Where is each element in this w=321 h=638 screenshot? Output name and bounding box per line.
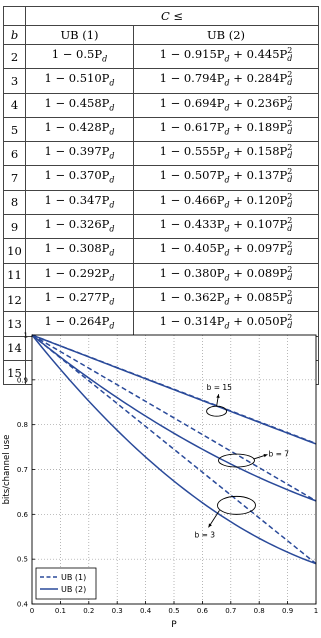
y-tick-label: 0.7 [16,466,28,474]
subscript-d: d [109,321,115,331]
subscript-d: d [224,272,230,282]
line-chart [0,325,321,634]
x-tick-label: 1 [313,607,319,615]
annotation-label: b = 7 [268,449,290,459]
cell-ub1 [26,215,134,239]
cell-ub2 [134,166,319,190]
cell-ub2-quadratic: + 0.050P [229,314,288,329]
table-row [4,239,319,263]
cell-ub1-expression: 1 − 0.428P [44,119,110,134]
y-axis-label: bits/channel use [2,434,12,505]
column-header-ub2: UB (2) [134,26,319,45]
cell-ub1 [26,93,134,117]
superscript-subscript-2-d: 2 d [287,288,293,306]
x-tick-label: 0.3 [111,607,123,615]
subscript-d: d [102,54,108,64]
cell-b: 11 [4,263,26,287]
cell-ub1 [26,166,134,190]
x-tick-label: 0 [29,607,35,615]
table-header-row-2 [4,26,319,45]
cell-ub2 [134,263,319,287]
cell-ub2 [134,190,319,214]
cell-b: 15 [4,360,26,384]
subscript-d: d [224,175,230,185]
subscript-d: d [224,54,230,64]
table-row [4,45,319,69]
cell-ub2-quadratic: + 0.107P [229,217,288,232]
y-tick-label: 0.4 [16,600,28,609]
cell-ub2 [134,239,319,263]
cell-ub1 [26,190,134,214]
subscript-d: d [224,248,230,258]
cell-ub2-linear: 1 − 0.694P [159,95,225,110]
table-row [4,287,319,311]
subscript-d: d [224,102,230,112]
cell-b: 3 [4,69,26,93]
cell-ub1-expression: 1 − 0.326P [44,217,110,232]
cell-ub2-linear: 1 − 0.314P [159,314,225,329]
cell-b: 12 [4,287,26,311]
cell-ub2-quadratic: + 0.158P [229,144,288,159]
superscript-subscript-2-d: 2 d [287,167,293,185]
cell-ub2-linear: 1 − 0.466P [159,192,225,207]
table-row [4,142,319,166]
cell-ub1 [26,69,134,93]
subscript-d: d [224,78,230,88]
superscript-subscript-2-d: 2 d [287,264,293,282]
cell-ub2 [134,93,319,117]
table-group-header: C ≤ [26,7,319,26]
subscript-d: d [224,127,230,137]
subscript-d: d [224,297,230,307]
subscript-d: d [224,321,230,331]
cell-b: 7 [4,166,26,190]
annotation-label: b = 15 [206,383,232,393]
subscript-d: d [109,297,115,307]
cell-ub2 [134,117,319,141]
cell-ub2-quadratic: + 0.189P [229,119,288,134]
subscript-d: d [224,151,230,161]
subscript-d: d [109,175,115,185]
cell-ub1 [26,287,134,311]
cell-ub2-linear: 1 − 0.555P [159,144,225,159]
cell-b: 4 [4,93,26,117]
cell-ub1-expression: 1 − 0.292P [44,265,110,280]
cell-ub2-quadratic: + 0.085P [229,289,288,304]
x-tick-label: 0.5 [168,607,180,615]
cell-ub2-quadratic: + 0.089P [229,265,288,280]
x-tick-label: 0.9 [282,607,294,615]
cell-ub2 [134,215,319,239]
cell-ub2-linear: 1 − 0.433P [159,217,225,232]
cell-ub2-linear: 1 − 0.617P [159,119,225,134]
table-row [4,69,319,93]
cell-b: 10 [4,239,26,263]
cell-ub1-expression: 1 − 0.370P [44,168,110,183]
cell-ub2 [134,142,319,166]
subscript-d: d [109,78,115,88]
superscript-subscript-2-d: 2 d [287,118,293,136]
superscript-subscript-2-d: 2 d [287,143,293,161]
cell-ub2-quadratic: + 0.120P [229,192,288,207]
table-row [4,93,319,117]
legend-label: UB (1) [61,573,87,582]
x-tick-label: 0.2 [83,607,95,615]
cell-ub2-quadratic: + 0.236P [229,95,288,110]
x-tick-label: 0.1 [54,607,66,615]
cell-ub2 [134,45,319,69]
table-row [4,263,319,287]
x-tick-label: 0.4 [140,607,152,615]
table-row [4,190,319,214]
subscript-d: d [109,248,115,258]
cell-ub2 [134,287,319,311]
x-tick-label: 0.7 [225,607,237,615]
y-tick-label: 1 [23,331,28,340]
superscript-subscript-2-d: 2 d [287,313,293,331]
subscript-d: d [109,151,115,161]
cell-ub2-quadratic: + 0.445P [229,47,288,61]
table-row [4,166,319,190]
superscript-subscript-2-d: 2 d [287,216,293,234]
cell-ub1 [26,45,134,69]
superscript-subscript-2-d: 2 d [287,70,293,88]
legend-label: UB (2) [61,585,87,594]
cell-b: 14 [4,336,26,360]
cell-b: 5 [4,117,26,141]
superscript-subscript-2-d: 2 d [287,191,293,209]
subscript-d: d [109,127,115,137]
cell-ub2 [134,69,319,93]
cell-b: 13 [4,312,26,336]
cell-ub1 [26,117,134,141]
y-tick-label: 0.9 [16,376,28,385]
cell-ub2-linear: 1 − 0.507P [159,168,225,183]
y-tick-label: 0.8 [16,421,28,430]
table-header-row-1 [4,7,319,26]
cell-ub2-quadratic: + 0.097P [229,241,288,256]
superscript-subscript-2-d: 2 d [287,94,293,112]
column-header-b: b [4,26,26,45]
y-tick-label: 0.6 [16,510,28,519]
annotation-label: b = 3 [194,530,216,540]
cell-ub2-linear: 1 − 0.362P [159,289,225,304]
subscript-d: d [109,200,115,210]
cell-ub1-expression: 1 − 0.347P [44,192,110,207]
cell-ub1-expression: 1 − 0.277P [44,289,110,304]
subscript-d: d [109,102,115,112]
column-header-ub1: UB (1) [26,26,134,45]
x-axis-label: P [171,620,177,630]
cell-ub2-linear: 1 − 0.405P [159,241,225,256]
table-corner-cell [4,7,26,26]
subscript-d: d [224,200,230,210]
cell-ub2-linear: 1 − 0.915P [159,47,225,61]
cell-ub1 [26,263,134,287]
cell-b: 8 [4,190,26,214]
cell-ub1-expression: 1 − 0.308P [44,241,110,256]
cell-ub1 [26,142,134,166]
cell-ub2-quadratic: + 0.137P [229,168,288,183]
chart-container [0,325,321,634]
cell-ub2-quadratic: + 0.284P [229,71,288,86]
cell-ub2-linear: 1 − 0.794P [159,71,225,86]
cell-ub2-linear: 1 − 0.380P [159,265,225,280]
y-tick-label: 0.5 [16,555,28,564]
subscript-d: d [109,224,115,234]
x-tick-label: 0.6 [196,607,208,615]
cell-ub1-expression: 1 − 0.458P [44,95,110,110]
table-row [4,215,319,239]
table-row [4,117,319,141]
superscript-subscript-2-d: 2 d [287,46,293,63]
cell-ub1-expression: 1 − 0.5P [51,47,103,61]
superscript-subscript-2-d: 2 d [287,240,293,258]
cell-ub1-expression: 1 − 0.510P [44,71,110,86]
subscript-d: d [109,272,115,282]
cell-ub1 [26,239,134,263]
subscript-d: d [224,224,230,234]
cell-b: 2 [4,45,26,69]
cell-ub1-expression: 1 − 0.264P [44,314,110,329]
cell-b: 9 [4,215,26,239]
cell-ub1-expression: 1 − 0.397P [44,144,110,159]
x-tick-label: 0.8 [253,607,265,615]
cell-b: 6 [4,142,26,166]
